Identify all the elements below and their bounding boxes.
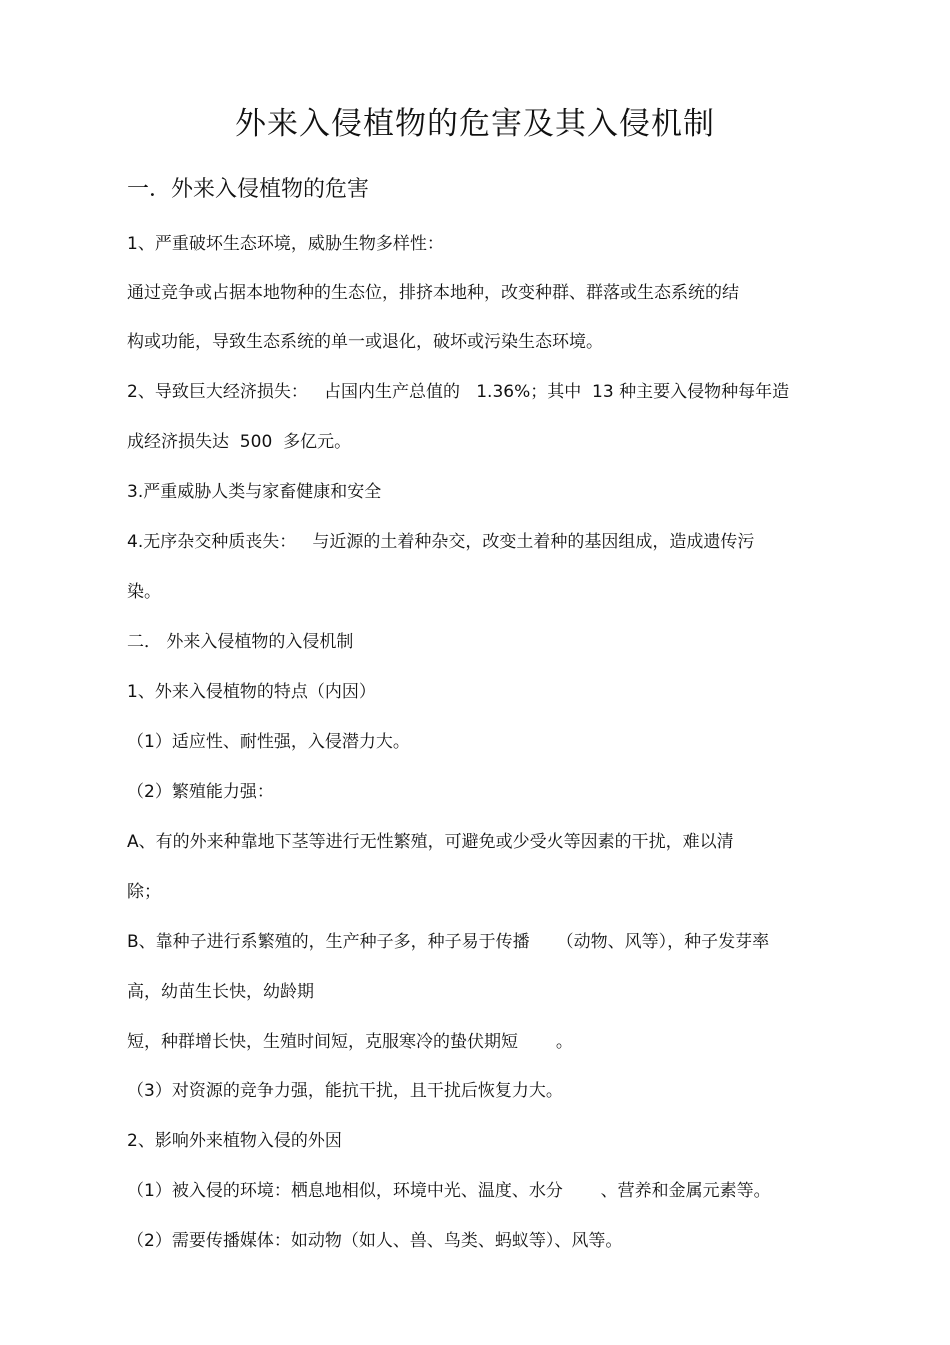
point-b-line-2: 高，幼苗生长快，幼龄期 xyxy=(127,982,314,1002)
subsection-2-title: 2、影响外来植物入侵的外因 xyxy=(127,1131,342,1151)
item-4-line-2: 染。 xyxy=(127,582,161,602)
item-1-body-line-2: 构或功能，导致生态系统的单一或退化，破坏或污染生态环境。 xyxy=(127,332,603,352)
external-factor-2: （2）需要传播媒体：如动物（如人、兽、鸟类、蚂蚁等）、风等。 xyxy=(127,1231,623,1251)
point-a-line-1: A、有的外来种靠地下茎等进行无性繁殖，可避免或少受火等因素的干扰，难以清 xyxy=(127,832,734,852)
point-a-line-2: 除； xyxy=(127,882,161,902)
external-factor-1: （1）被入侵的环境：栖息地相似，环境中光、温度、水分 、营养和金属元素等。 xyxy=(127,1181,771,1201)
item-2-line-1: 2、导致巨大经济损失： 占国内生产总值的 1.36%；其中 13 种主要入侵物种每年造 xyxy=(127,382,790,402)
item-4-line-1: 4.无序杂交种质丧失： 与近源的土着种杂交，改变土着种的基因组成，造成遗传污 xyxy=(127,532,755,552)
section-2-heading: 二． 外来入侵植物的入侵机制 xyxy=(127,632,354,652)
document-title: 外来入侵植物的危害及其入侵机制 xyxy=(235,106,715,142)
item-1-body-line-1: 通过竞争或占据本地物种的生态位，排挤本地种，改变种群、群落或生态系统的结 xyxy=(127,283,739,303)
point-1: （1）适应性、耐性强，入侵潜力大。 xyxy=(127,732,410,752)
point-3: （3）对资源的竞争力强，能抗干扰，且干扰后恢复力大。 xyxy=(127,1081,563,1101)
item-1-title: 1、严重破坏生态环境，威胁生物多样性： xyxy=(127,234,444,254)
point-2: （2）繁殖能力强： xyxy=(127,782,274,802)
item-2-line-2: 成经济损失达 500 多亿元。 xyxy=(127,432,352,452)
section-1-heading: 一．外来入侵植物的危害 xyxy=(127,177,370,202)
subsection-1-title: 1、外来入侵植物的特点（内因） xyxy=(127,682,376,702)
item-3: 3.严重威胁人类与家畜健康和安全 xyxy=(127,482,382,502)
point-b-line-3: 短，种群增长快，生殖时间短，克服寒冷的蛰伏期短 。 xyxy=(127,1032,573,1052)
point-b-line-1: B、靠种子进行系繁殖的，生产种子多，种子易于传播 （动物、风等），种子发芽率 xyxy=(127,932,770,952)
